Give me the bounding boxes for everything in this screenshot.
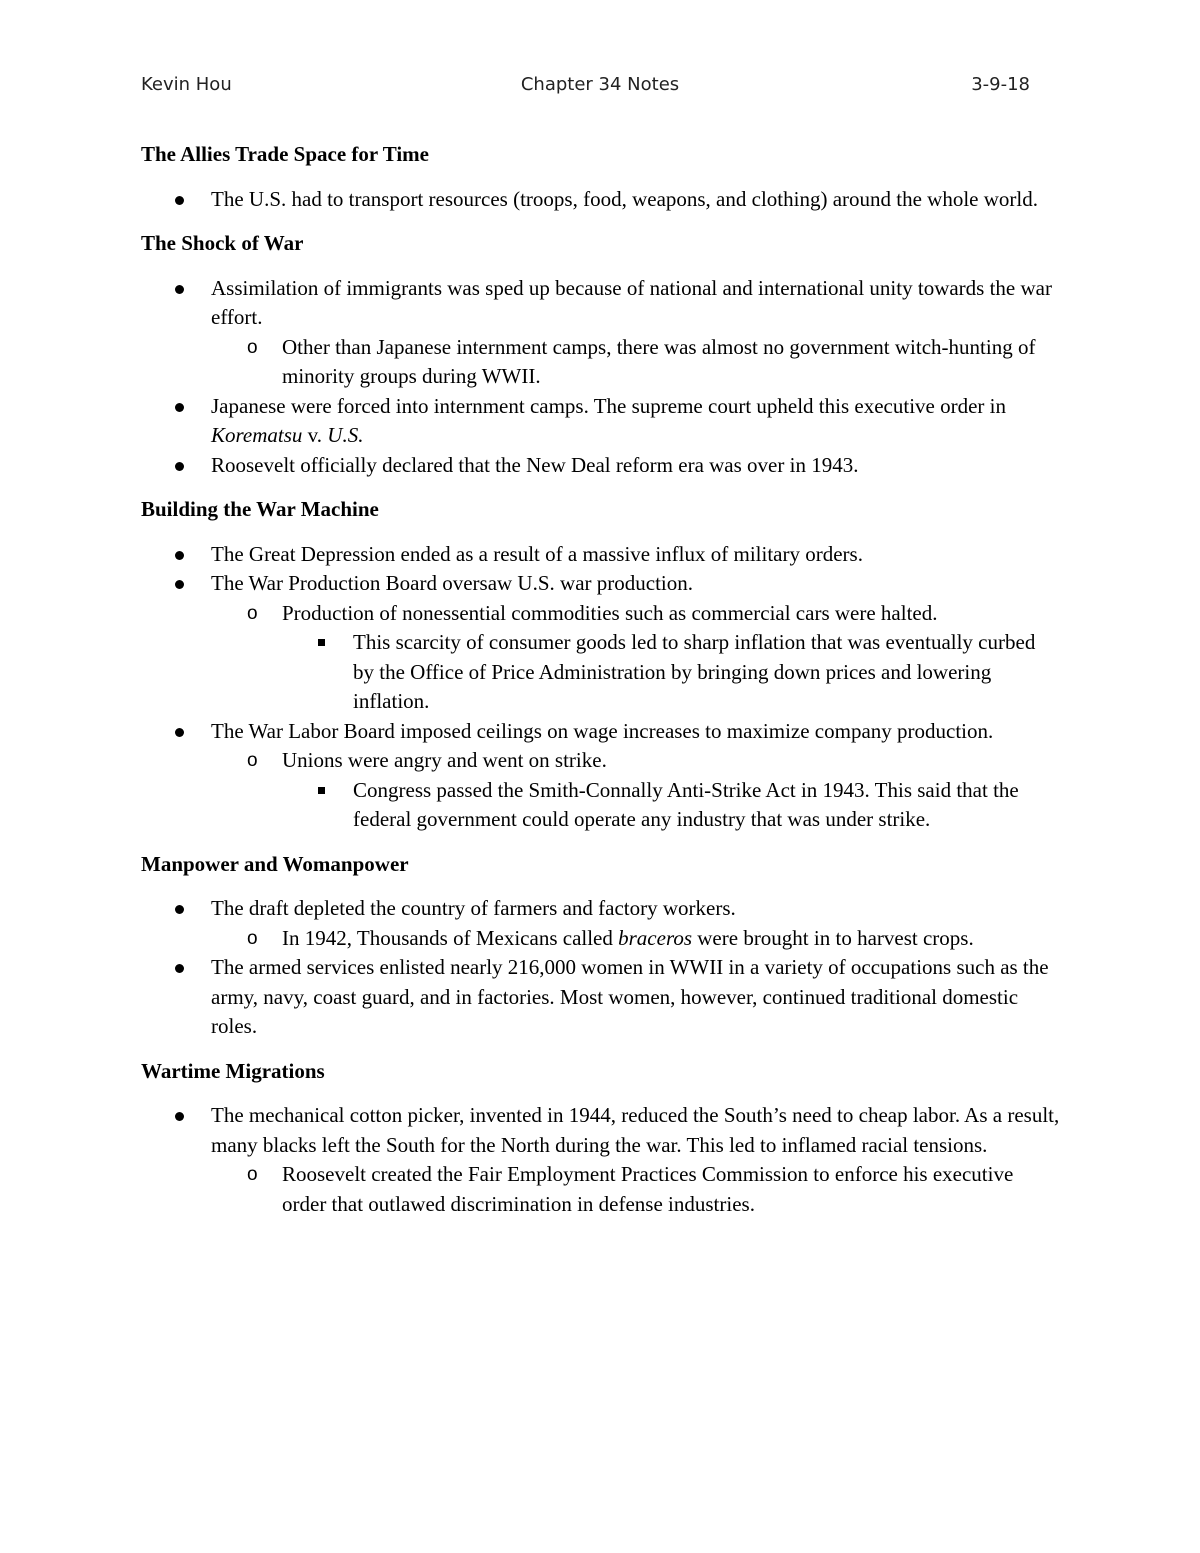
header-title: Chapter 34 Notes <box>520 74 680 95</box>
sub-list <box>211 599 1061 717</box>
section-heading: Building the War Machine <box>141 497 379 521</box>
notes-body <box>141 140 1061 1234</box>
sub-sub-list <box>282 628 1061 717</box>
section-heading: The Allies Trade Space for Time <box>141 142 429 166</box>
list-item: This scarcity of consumer goods led to sharp inflation that was eventually curbed by the Office of Price Administration by bringing down prices and lowering inflation. <box>282 628 1061 717</box>
list-item: Japanese were forced into internment camps. The supreme court upheld this executive order in Korematsu v. U.S. <box>141 392 1061 451</box>
sub-list <box>211 333 1061 392</box>
list-item: The mechanical cotton picker, invented in 1944, reduced the South’s need to cheap labor. As a result, many blacks left the South for the North during the war. This led to inflamed racial tensions. o Roosevelt created the Fair Employment Practices Commission to enforce his executive order that outlawed discrimination in defense industries. <box>141 1101 1061 1219</box>
section-heading: The Shock of War <box>141 231 304 255</box>
bullet-list <box>141 185 1061 215</box>
list-item: o In 1942, Thousands of Mexicans called braceros were brought in to harvest crops. <box>247 925 974 950</box>
list-item: o Production of nonessential commodities such as commercial cars were halted. This scarcity of consumer goods led to sharp inflation that was eventually curbed by the Office of Price Administration by bringing down prices and lowering inflation. <box>211 599 1061 717</box>
case-name: U.S. <box>327 423 364 447</box>
list-item: The War Labor Board imposed ceilings on wage increases to maximize company production. o Unions were angry and went on strike. Congress passed the Smith-Connally Anti-Strike Act in 1943. This said that the federal government could operate any industry that was under strike. <box>141 717 1061 835</box>
bullet-list <box>141 894 1061 1042</box>
term-braceros: braceros <box>618 925 693 950</box>
header-date: 3-9-18 <box>971 74 1030 95</box>
header-author: Kevin Hou <box>141 74 232 95</box>
section-heading: Wartime Migrations <box>141 1058 325 1083</box>
bullet-list <box>141 1101 1061 1219</box>
sub-list <box>211 1160 1061 1219</box>
list-item: The U.S. had to transport resources (troops, food, weapons, and clothing) around the whole world. <box>141 185 1061 215</box>
sub-list <box>211 924 1061 954</box>
section-heading: Manpower and Womanpower <box>141 851 409 876</box>
list-item: o Other than Japanese internment camps, there was almost no government witch-hunting of minority groups during WWII. <box>247 334 1036 388</box>
list-item: Assimilation of immigrants was sped up because of national and international unity towards the war effort. o Other than Japanese internment camps, there was almost no government witch-hunting of minority groups during WWII. <box>141 274 1061 392</box>
list-item: Congress passed the Smith-Connally Anti-Strike Act in 1943. This said that the federal government could operate any industry that was under strike. <box>282 776 1061 835</box>
bullet-list <box>141 274 1061 481</box>
list-item: The armed services enlisted nearly 216,000 women in WWII in a variety of occupations such as the army, navy, coast guard, and in factories. Most women, however, continued traditional domestic roles. <box>141 953 1061 1042</box>
list-item: The draft depleted the country of farmers and factory workers. o In 1942, Thousands of Mexicans called braceros were brought in to harvest crops. <box>141 894 1061 953</box>
case-name: Korematsu <box>211 423 303 447</box>
list-item: o Unions were angry and went on strike. Congress passed the Smith-Connally Anti-Strike Act in 1943. This said that the federal government could operate any industry that was under strike. <box>211 746 1061 835</box>
list-item: The Great Depression ended as a result of a massive influx of military orders. <box>141 540 1061 570</box>
list-item: o Roosevelt created the Fair Employment Practices Commission to enforce his executive order that outlawed discrimination in defense industries. <box>247 1162 1014 1216</box>
sub-sub-list <box>282 776 1061 835</box>
list-item: Roosevelt officially declared that the New Deal reform era was over in 1943. <box>141 451 1061 481</box>
list-item: The War Production Board oversaw U.S. war production. o Production of nonessential commodities such as commercial cars were halted. This scarcity of consumer goods led to sharp inflation that was eventually curbed by the Office of Price Administration by bringing down prices and lowering inflation. <box>141 569 1061 717</box>
sub-list <box>211 746 1061 835</box>
bullet-list <box>141 540 1061 835</box>
